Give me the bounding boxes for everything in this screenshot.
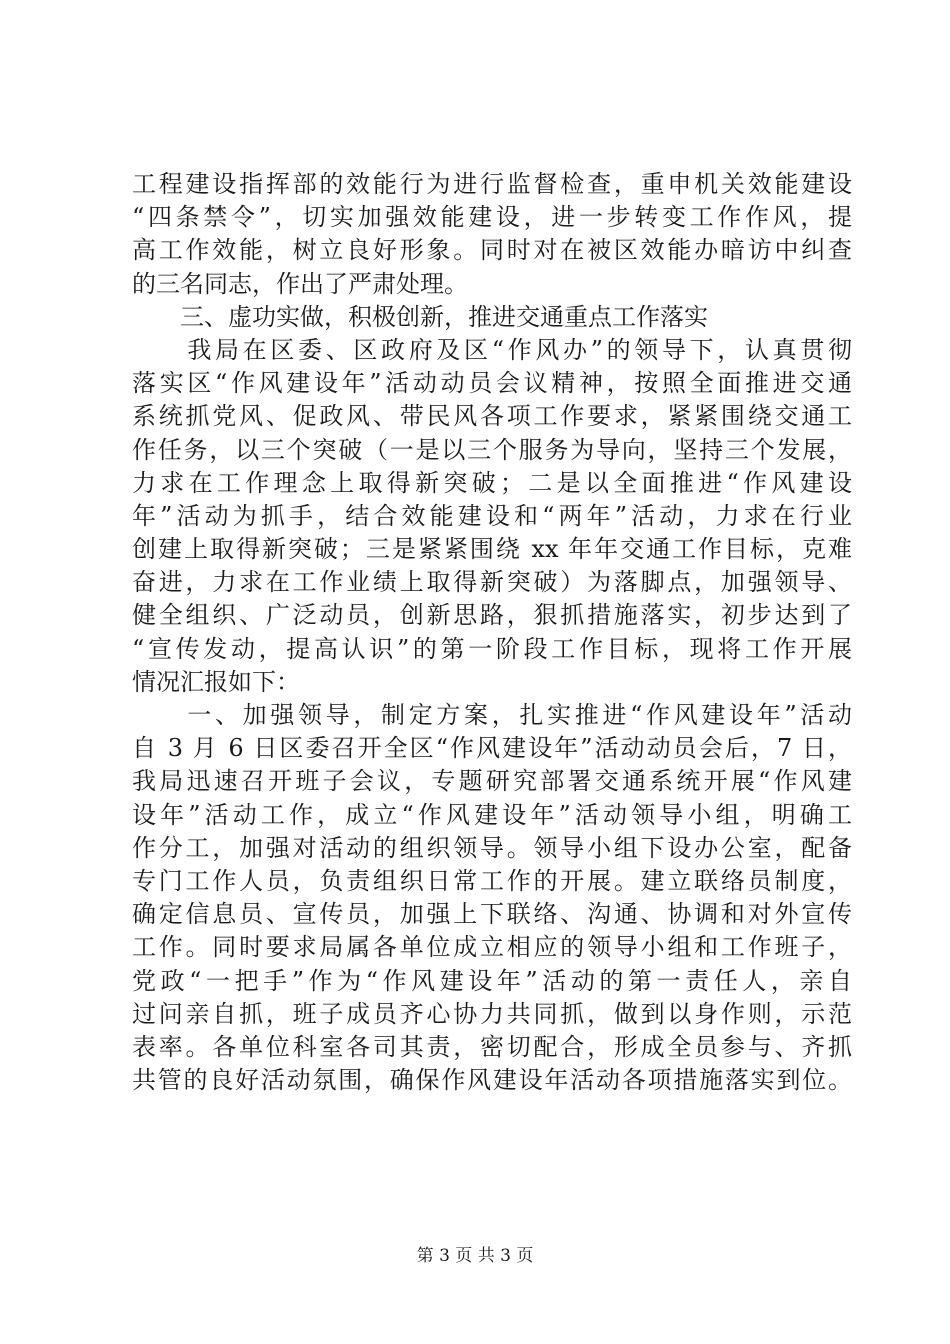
text-line: 专门工作人员，负责组织日常工作的开展。建立联络员制度， (132, 866, 852, 895)
text-line: 高工作效能，树立良好形象。同时对在被区效能办暗访中纠查 (132, 236, 852, 265)
text-line: 作分工，加强对活动的组织领导。领导小组下设办公室，配备 (132, 833, 852, 862)
text-line: 确定信息员、宣传员，加强上下联络、沟通、协调和对外宣传 (132, 900, 852, 929)
text-line: 的三名同志，作出了严肃处理。 (132, 269, 468, 298)
section-heading: 一、加强领导，制定方案，扎实推进“作风建设年”活动 (132, 701, 852, 729)
text-line: “宣传发动，提高认识”的第一阶段工作目标，现将工作开展 (132, 634, 852, 663)
text-line: 我局迅速召开班子会议，专题研究部署交通系统开展“作风建 (132, 767, 852, 796)
text-line: “四条禁令”，切实加强效能建设，进一步转变工作作风，提 (132, 203, 852, 232)
text-line: 年”活动为抓手，结合效能建设和“两年”活动，力求在行业 (132, 501, 852, 530)
text-line: 过问亲自抓，班子成员齐心协力共同抓，做到以身作则，示范 (132, 999, 852, 1028)
text-line: 落实区“作风建设年”活动动员会议精神，按照全面推进交通 (132, 369, 852, 398)
text-line: 党政“一把手”作为“作风建设年”活动的第一责任人，亲自 (132, 966, 852, 995)
body-text (132, 168, 852, 1097)
page-footer: 第 3 页 共 3 页 (416, 1246, 534, 1266)
text-line: 系统抓党风、促政风、带民风各项工作要求，紧紧围绕交通工 (132, 402, 852, 431)
text-line: 表率。各单位科室各司其责，密切配合，形成全员参与、齐抓 (132, 1032, 852, 1061)
text-line: 作任务，以三个突破（一是以三个服务为导向，坚持三个发展， (132, 435, 852, 464)
text-line: 共管的良好活动氛围，确保作风建设年活动各项措施落实到位。 (132, 1066, 852, 1095)
text-line: 我局在区委、区政府及区“作风办”的领导下，认真贯彻 (132, 335, 852, 364)
text-line: 健全组织、广泛动员，创新思路，狠抓措施落实，初步达到了 (132, 601, 852, 630)
text-line: 力求在工作理念上取得新突破；二是以全面推进“作风建设 (132, 468, 852, 497)
text-line: 工作。同时要求局属各单位成立相应的领导小组和工作班子， (132, 933, 852, 962)
text-line: 自 3 月 6 日区委召开全区“作风建设年”活动动员会后，7 日， (132, 734, 852, 763)
text-line: 奋进，力求在工作业绩上取得新突破）为落脚点，加强领导、 (132, 568, 852, 597)
text-line: 工程建设指挥部的效能行为进行监督检查，重申机关效能建设 (132, 170, 852, 198)
section-heading: 三、虚功实做，积极创新，推进交通重点工作落实 (132, 302, 708, 331)
text-line: 创建上取得新突破；三是紧紧围绕 xx 年年交通工作目标，克难 (132, 535, 852, 564)
text-line: 设年”活动工作，成立“作风建设年”活动领导小组，明确工 (132, 800, 852, 829)
text-line: 情况汇报如下： (132, 667, 300, 696)
